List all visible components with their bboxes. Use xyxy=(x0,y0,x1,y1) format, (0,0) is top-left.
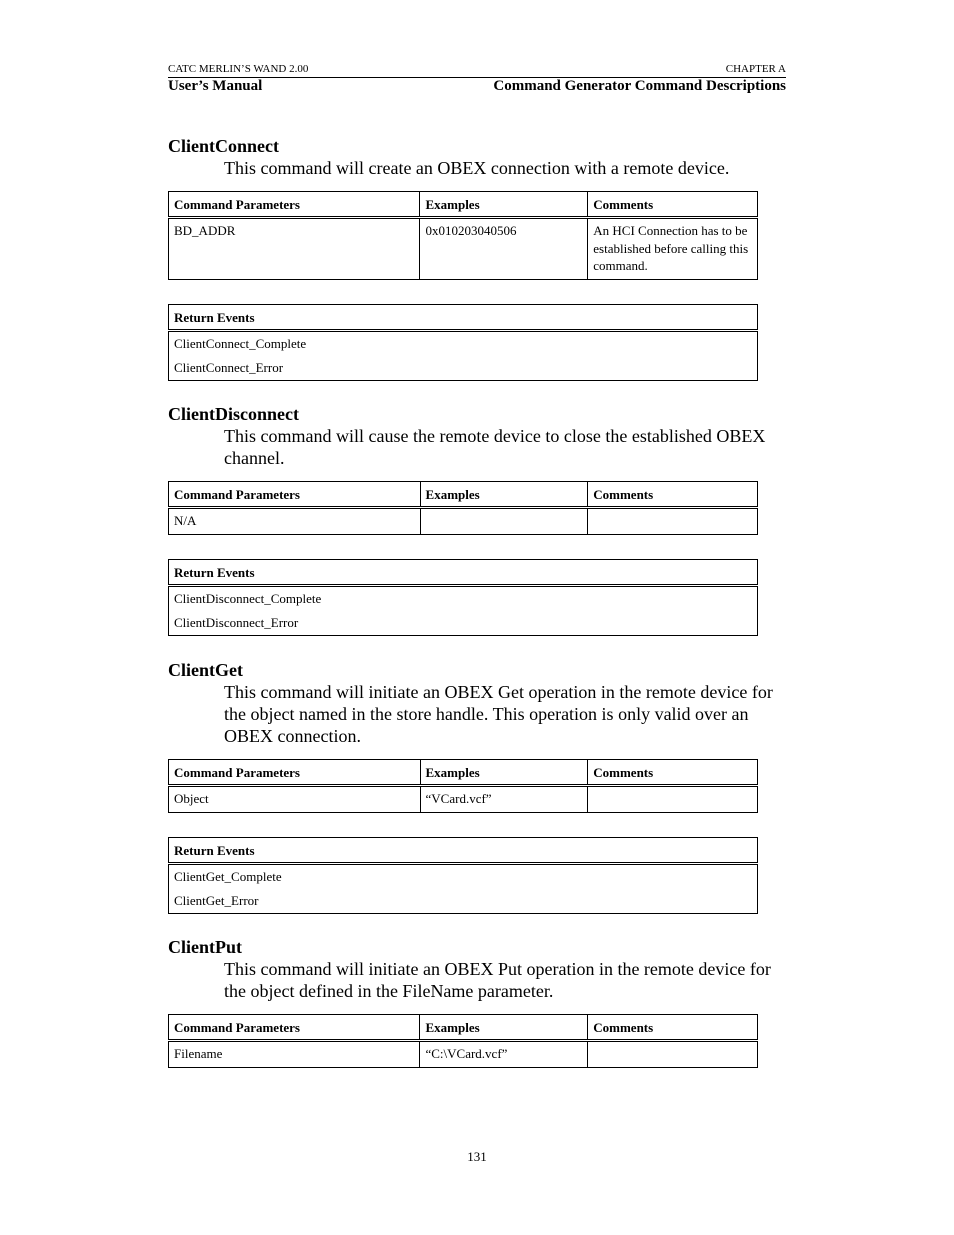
table-row xyxy=(169,357,758,381)
examples-col-header: Examples xyxy=(420,760,588,786)
events-header-row xyxy=(169,560,758,586)
params-header-row xyxy=(169,760,758,786)
page-number: 131 xyxy=(467,1149,487,1164)
params-header-row xyxy=(169,1015,758,1041)
comment-cell: An HCI Connection has to be established before calling this command. xyxy=(588,218,758,280)
comment-cell xyxy=(588,508,758,535)
params-table-clientget xyxy=(168,759,758,813)
params-header-row xyxy=(169,482,758,508)
section-description-clientdisconnect: This command will cause the remote device to close the established OBEX channel. xyxy=(224,426,766,468)
table-row xyxy=(169,864,758,890)
running-header-top xyxy=(168,63,786,78)
events-col-header: Return Events xyxy=(169,305,758,331)
param-cell: Object xyxy=(169,786,421,813)
table-row xyxy=(169,1041,758,1068)
params-col-header: Command Parameters xyxy=(169,760,421,786)
header-product: CATC MERLIN’S WAND 2.00 xyxy=(168,63,309,75)
events-table-clientget xyxy=(168,837,758,914)
event-cell: ClientDisconnect_Complete xyxy=(169,586,758,612)
events-table-clientdisconnect xyxy=(168,559,758,636)
comments-col-header: Comments xyxy=(588,192,758,218)
table-row xyxy=(169,612,758,636)
comments-col-header: Comments xyxy=(588,1015,758,1041)
param-cell: BD_ADDR xyxy=(169,218,420,280)
section-description-clientput: This command will initiate an OBEX Put operation in the remote device for the object defined in the FileName parameter. xyxy=(224,959,771,1001)
events-table-clientconnect xyxy=(168,304,758,381)
param-cell: Filename xyxy=(169,1041,420,1068)
event-cell: ClientGet_Error xyxy=(169,890,758,914)
params-col-header: Command Parameters xyxy=(169,482,421,508)
table-row xyxy=(169,508,758,535)
section-title-clientget: ClientGet xyxy=(168,660,243,680)
params-header-row xyxy=(169,192,758,218)
table-row xyxy=(169,331,758,357)
events-col-header: Return Events xyxy=(169,560,758,586)
header-manual: User’s Manual xyxy=(168,78,263,94)
params-table-clientdisconnect xyxy=(168,481,758,535)
events-header-row xyxy=(169,305,758,331)
event-cell: ClientConnect_Error xyxy=(169,357,758,381)
examples-col-header: Examples xyxy=(420,482,588,508)
comment-cell xyxy=(588,786,758,813)
example-cell: 0x010203040506 xyxy=(420,218,588,280)
header-chapter: CHAPTER A xyxy=(725,63,786,75)
header-section: Command Generator Command Descriptions xyxy=(493,78,786,94)
running-header-bottom xyxy=(168,78,786,98)
example-cell xyxy=(420,508,588,535)
example-cell: “VCard.vcf” xyxy=(420,786,588,813)
table-row xyxy=(169,218,758,280)
events-col-header: Return Events xyxy=(169,838,758,864)
table-row xyxy=(169,890,758,914)
events-header-row xyxy=(169,838,758,864)
section-description-clientget: This command will initiate an OBEX Get operation in the remote device for the object named in the store handle. This operation is only valid over an OBEX connection. xyxy=(224,682,773,746)
section-title-clientput: ClientPut xyxy=(168,937,242,957)
comment-cell xyxy=(588,1041,758,1068)
comments-col-header: Comments xyxy=(588,482,758,508)
example-cell: “C:\VCard.vcf” xyxy=(420,1041,588,1068)
table-row xyxy=(169,586,758,612)
param-cell: N/A xyxy=(169,508,421,535)
params-col-header: Command Parameters xyxy=(169,1015,420,1041)
examples-col-header: Examples xyxy=(420,192,588,218)
params-table-clientput xyxy=(168,1014,758,1068)
examples-col-header: Examples xyxy=(420,1015,588,1041)
event-cell: ClientGet_Complete xyxy=(169,864,758,890)
comments-col-header: Comments xyxy=(588,760,758,786)
section-title-clientconnect: ClientConnect xyxy=(168,136,279,156)
params-col-header: Command Parameters xyxy=(169,192,420,218)
table-row xyxy=(169,786,758,813)
event-cell: ClientDisconnect_Error xyxy=(169,612,758,636)
section-title-clientdisconnect: ClientDisconnect xyxy=(168,404,299,424)
event-cell: ClientConnect_Complete xyxy=(169,331,758,357)
section-description-clientconnect: This command will create an OBEX connection with a remote device. xyxy=(224,158,730,178)
params-table-clientconnect xyxy=(168,191,758,280)
